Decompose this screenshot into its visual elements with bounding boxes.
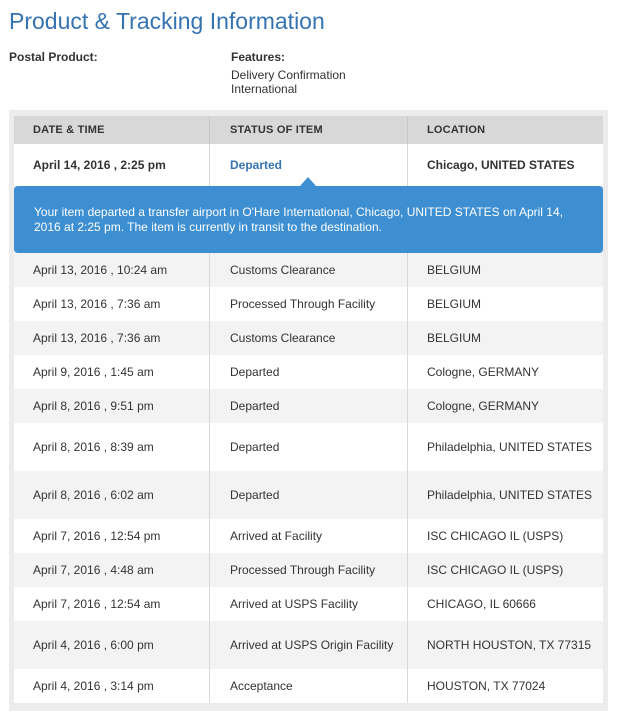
row-location: Cologne, GERMANY [427,399,540,413]
row-status: Departed [210,471,408,519]
table-row [14,287,603,321]
row-location: NORTH HOUSTON, TX 77315 [427,638,592,652]
row-location: ISC CHICAGO IL (USPS) [427,563,564,577]
row-date: April 8, 2016 , 9:51 pm [14,389,210,423]
table-row [14,321,603,355]
tracking-table [9,110,608,711]
table-row [14,587,603,621]
latest-status-link[interactable]: Departed [230,158,283,172]
row-status: Departed [210,423,408,471]
row-date: April 4, 2016 , 3:14 pm [14,669,210,703]
row-date: April 8, 2016 , 6:02 am [14,471,210,519]
table-row [14,621,603,669]
table-row [14,253,603,287]
row-status: Departed [210,355,408,389]
row-status: Arrived at USPS Facility [210,587,408,621]
row-status: Customs Clearance [210,321,408,355]
table-row [14,553,603,587]
event-detail-banner [14,186,603,253]
row-status: Arrived at Facility [210,519,408,553]
row-status: Customs Clearance [210,253,408,287]
table-row [14,519,603,553]
postal-product-label: Postal Product: [9,50,98,64]
header-status: STATUS OF ITEM [210,116,408,144]
header-location: LOCATION [427,124,486,136]
banner-pointer [300,177,316,186]
table-row [14,669,603,703]
row-date: April 4, 2016 , 6:00 pm [14,621,210,669]
row-date: April 7, 2016 , 4:48 am [14,553,210,587]
row-location: BELGIUM [427,263,482,277]
banner-text: Your item departed a transfer airport in O'Hare International, Chicago, UNITED STATES on April 14, 2016 at 2:25 pm. The item is currently in transit to the destination. [34,205,563,234]
feature-item: International [231,82,298,96]
row-location: HOUSTON, TX 77024 [427,679,546,693]
table-row [14,355,603,389]
row-status: Processed Through Facility [210,287,408,321]
table-header-row [14,116,603,144]
row-location: Philadelphia, UNITED STATES [427,440,592,454]
row-date: April 8, 2016 , 8:39 am [14,423,210,471]
row-date: April 13, 2016 , 10:24 am [14,253,210,287]
row-location: BELGIUM [427,331,482,345]
row-date: April 9, 2016 , 1:45 am [14,355,210,389]
table-row [14,471,603,519]
table-row [14,389,603,423]
row-status: Departed [210,389,408,423]
row-status: Acceptance [210,669,408,703]
row-location: CHICAGO, IL 60666 [427,597,536,611]
row-date: April 7, 2016 , 12:54 am [14,587,210,621]
table-row [14,423,603,471]
row-location: Cologne, GERMANY [427,365,540,379]
row-date: April 13, 2016 , 7:36 am [14,321,210,355]
row-location: Philadelphia, UNITED STATES [427,488,592,502]
latest-date: April 14, 2016 , 2:25 pm [14,144,210,186]
features-label: Features: [231,50,286,64]
row-location: ISC CHICAGO IL (USPS) [427,529,564,543]
row-date: April 7, 2016 , 12:54 pm [14,519,210,553]
row-date: April 13, 2016 , 7:36 am [14,287,210,321]
row-location: BELGIUM [427,297,482,311]
page-title: Product & Tracking Information [9,8,325,34]
row-status: Arrived at USPS Origin Facility [210,621,408,669]
latest-location: Chicago, UNITED STATES [427,158,575,172]
row-status: Processed Through Facility [210,553,408,587]
header-date-time: DATE & TIME [14,116,210,144]
feature-item: Delivery Confirmation [231,68,346,82]
